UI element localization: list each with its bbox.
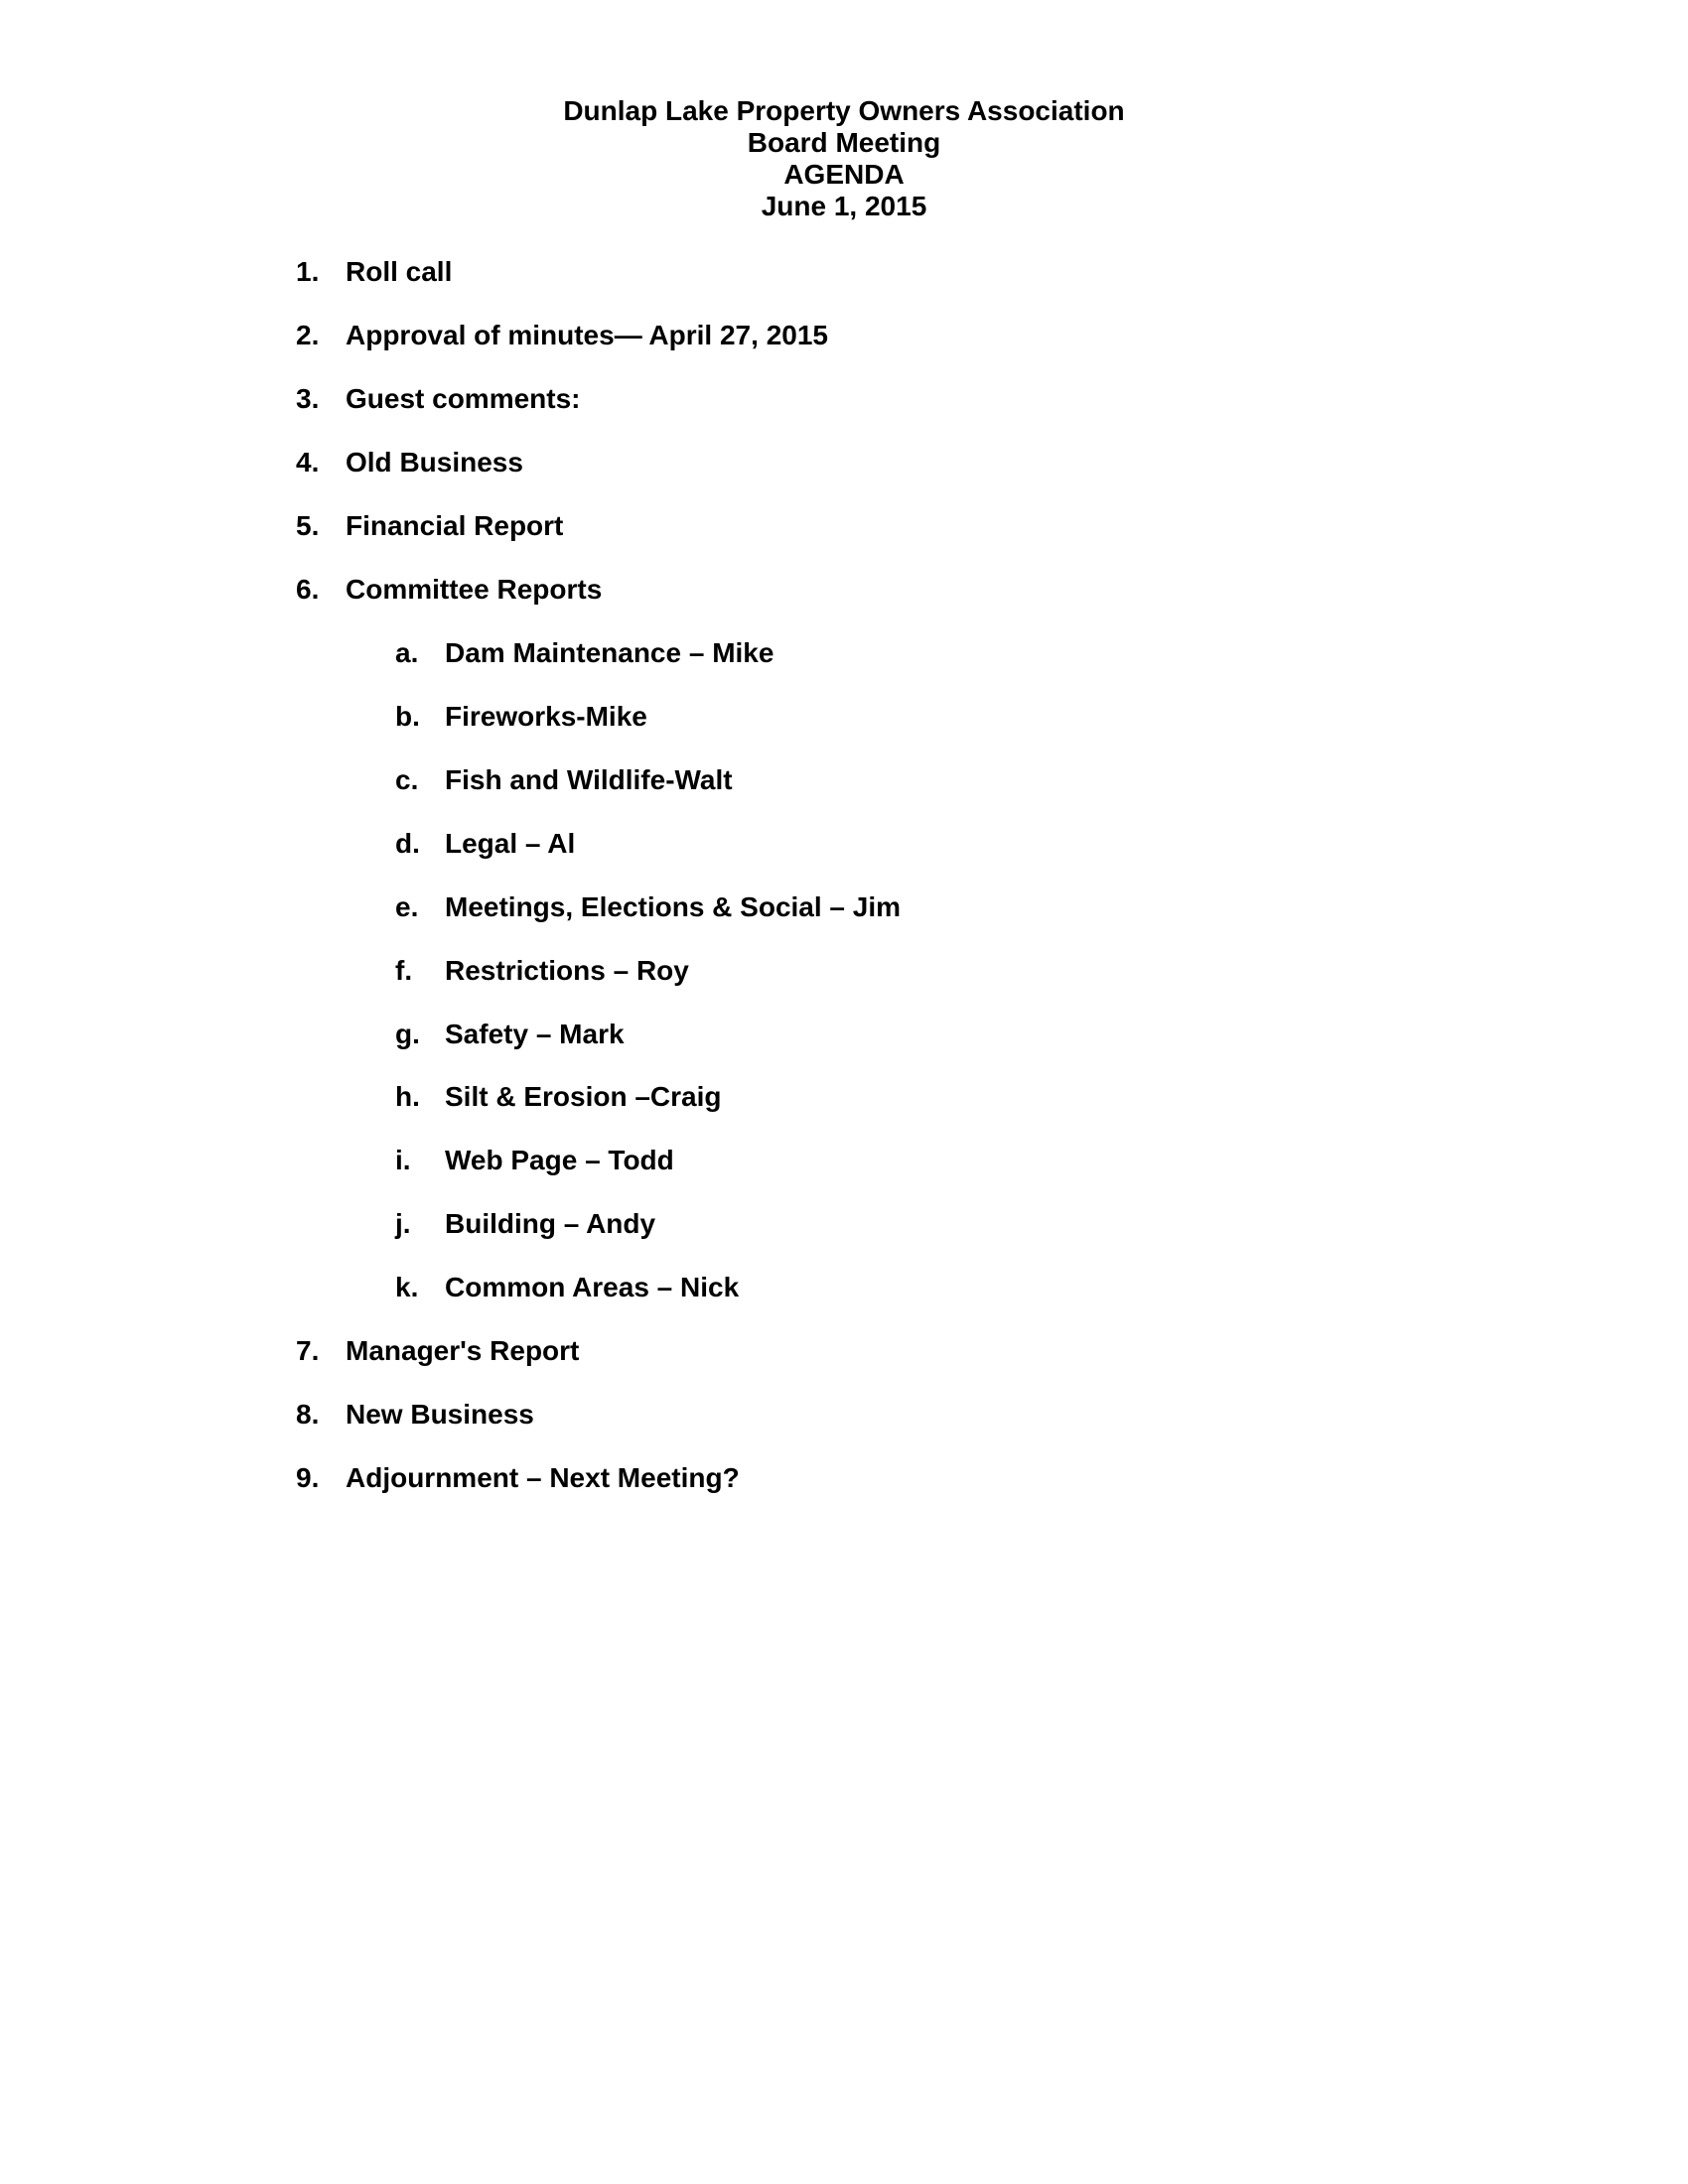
committee-item-letter: b. <box>395 701 420 732</box>
meeting-date: June 1, 2015 <box>761 191 927 221</box>
committee-item-text: Restrictions – Roy <box>445 955 689 986</box>
agenda-item-number: 6. <box>296 574 320 605</box>
agenda-item-text: Approval of minutes— April 27, 2015 <box>346 320 828 350</box>
committee-item-text: Web Page – Todd <box>445 1145 674 1175</box>
meeting-type: Board Meeting <box>747 127 941 158</box>
committee-item-text: Fish and Wildlife-Walt <box>445 764 733 795</box>
committee-item-text: Fireworks-Mike <box>445 701 647 732</box>
committee-item-letter: a. <box>395 637 419 668</box>
agenda-item-number: 9. <box>296 1462 320 1493</box>
agenda-item-number: 1. <box>296 256 320 287</box>
agenda-item-text: Manager's Report <box>346 1335 580 1366</box>
committee-item-text: Safety – Mark <box>445 1019 625 1049</box>
agenda-item-text: Guest comments: <box>346 383 581 414</box>
committee-item-letter: d. <box>395 828 420 859</box>
committee-item-letter: f. <box>395 955 413 986</box>
agenda-item-number: 7. <box>296 1335 320 1366</box>
document-title: AGENDA <box>783 159 905 190</box>
organization-name: Dunlap Lake Property Owners Association <box>563 95 1125 126</box>
committee-item-letter: e. <box>395 891 419 922</box>
agenda-item-text: New Business <box>346 1399 534 1430</box>
agenda-item-number: 4. <box>296 447 320 478</box>
committee-item-letter: j. <box>395 1208 411 1239</box>
committee-item-letter: i. <box>395 1145 411 1175</box>
agenda-item-text: Roll call <box>346 256 453 287</box>
agenda-item-text: Financial Report <box>346 510 564 541</box>
committee-item-letter: h. <box>395 1081 420 1112</box>
committee-item-letter: g. <box>395 1019 420 1049</box>
committee-item-text: Dam Maintenance – Mike <box>445 637 774 668</box>
committee-item-text: Common Areas – Nick <box>445 1272 740 1302</box>
agenda-item-number: 8. <box>296 1399 320 1430</box>
agenda-item-text: Committee Reports <box>346 574 603 605</box>
committee-item-text: Silt & Erosion –Craig <box>445 1081 722 1112</box>
committee-item-letter: k. <box>395 1272 419 1302</box>
committee-item-text: Meetings, Elections & Social – Jim <box>445 891 902 922</box>
committee-item-text: Building – Andy <box>445 1208 656 1239</box>
agenda-item-number: 5. <box>296 510 320 541</box>
committee-item-letter: c. <box>395 764 419 795</box>
agenda-item-number: 2. <box>296 320 320 350</box>
committee-item-text: Legal – Al <box>445 828 576 859</box>
agenda-item-text: Old Business <box>346 447 523 478</box>
agenda-item-text: Adjournment – Next Meeting? <box>346 1462 740 1493</box>
agenda-item-number: 3. <box>296 383 320 414</box>
